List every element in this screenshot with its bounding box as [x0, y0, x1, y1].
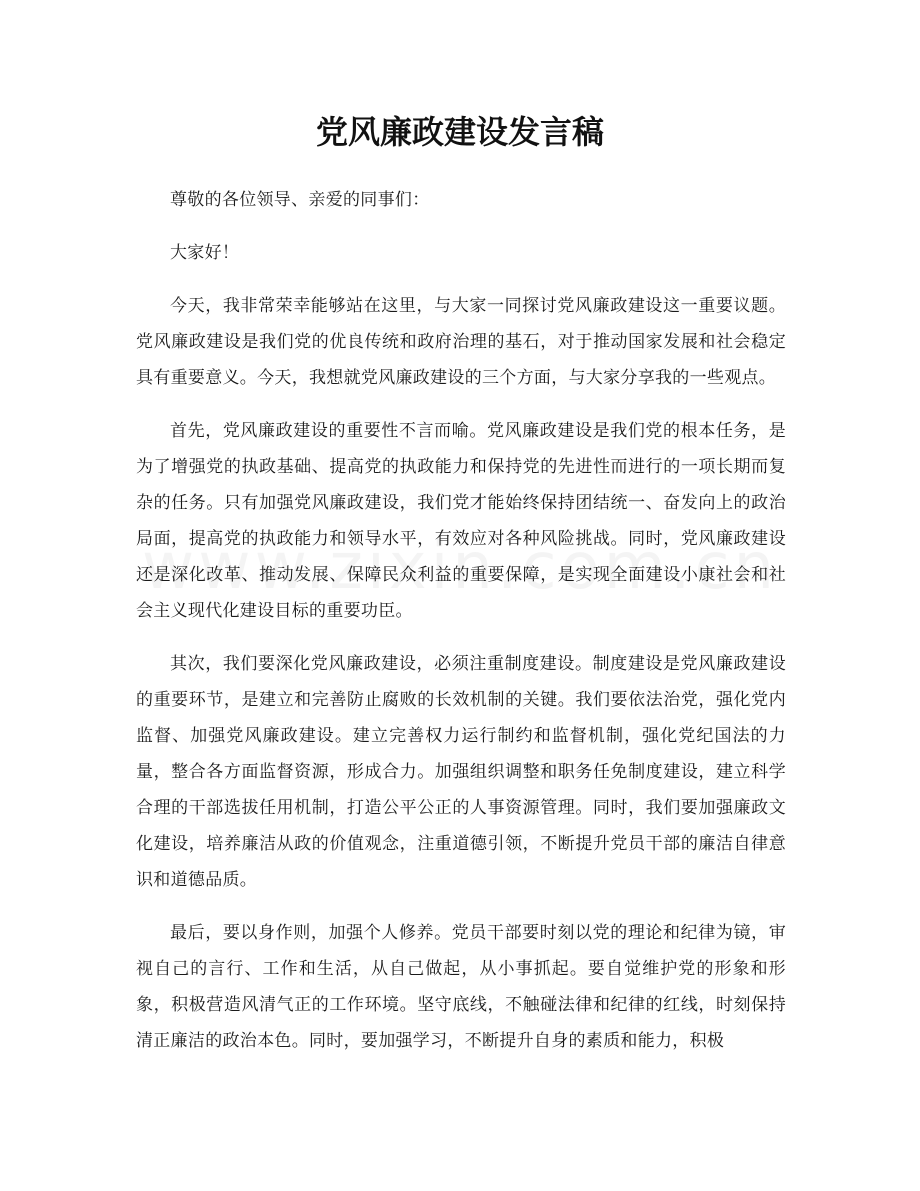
document-title: 党风廉政建设发言稿 [315, 113, 604, 151]
paragraph-second: 其次，我们要深化党风廉政建设，必须注重制度建设。制度建设是党风廉政建设的重要环节，是建立和完善防止腐败的长效机制的关键。我们要依法治党，强化党内监督、加强党风廉政建设。建立完善权力运行制约和监督机制，强化党纪国法的力量，整合各方面监督资源，形成合力。加强组织调整和职务任免制度建设，建立科学合理的干部选拔任用机制，打造公平公正的人事资源管理。同时，我们要加强廉政文化建设，培养廉洁从政的价值观念，注重道德引领，不断提升党员干部的廉洁自律意识和道德品质。 [136, 654, 786, 890]
paragraph-first: 首先，党风廉政建设的重要性不言而喻。党风廉政建设是我们党的根本任务，是为了增强党的执政基础、提高党的执政能力和保持党的先进性而进行的一项长期而复杂的任务。只有加强党风廉政建设，我们党才能始终保持团结统一、奋发向上的政治局面，提高党的执政能力和领导水平，有效应对各种风险挑战。同时，党风廉政建设还是深化改革、推动发展、保障民众利益的重要保障，是实现全面建设小康社会和社会主义现代化建设目标的重要功臣。 [136, 421, 786, 621]
paragraph-intro: 今天，我非常荣幸能够站在这里，与大家一同探讨党风廉政建设这一重要议题。党风廉政建设是我们党的优良传统和政府治理的基石，对于推动国家发展和社会稳定具有重要意义。今天，我想就党风廉政建设的三个方面，与大家分享我的一些观点。 [136, 296, 786, 388]
salutation: 尊敬的各位领导、亲爱的同事们： [170, 190, 430, 210]
paragraph-last: 最后，要以身作则，加强个人修养。党员干部要时刻以党的理论和纪律为镜，审视自己的言行、工作和生活，从自己做起，从小事抓起。要自觉维护党的形象和形象，积极营造风清气正的工作环境。坚守底线，不触碰法律和纪律的红线，时刻保持清正廉洁的政治本色。同时，要加强学习，不断提升自身的素质和能力，积极 [136, 923, 786, 1051]
document-body [136, 182, 786, 1076]
greeting: 大家好！ [170, 243, 240, 263]
